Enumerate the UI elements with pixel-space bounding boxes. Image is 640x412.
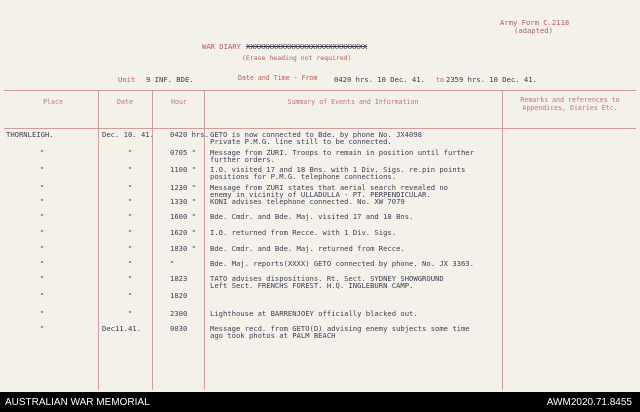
entry-hour: 0705 " bbox=[170, 148, 196, 157]
entry-hour: 1230 " bbox=[170, 183, 196, 192]
entry-date: Dec11.41. bbox=[102, 324, 141, 333]
entry-place: " bbox=[40, 324, 45, 333]
diary-title-subtitle: (Erase heading not required) bbox=[242, 54, 352, 62]
entry-summary-line: Private P.M.G. line still to be connected. bbox=[210, 137, 392, 146]
entry-summary-line: I.O. visited 17 and 18 Bns. with 1 Div. Sigs. re.pin points bbox=[210, 165, 466, 174]
entry-hour: 1330 " bbox=[170, 197, 196, 206]
diary-title-strike: XXXXXXXXXXXXXXXXXXXXXXXXXXXX bbox=[246, 42, 368, 51]
column-header-date: Date bbox=[117, 98, 133, 106]
entry-place: " bbox=[40, 197, 45, 206]
entry-summary-line: ago took photos at PALM BEACH bbox=[210, 331, 336, 340]
entry-summary-line: Lighthouse at BARRENJOEY officially blacked out. bbox=[210, 309, 418, 318]
entry-date: " bbox=[128, 244, 133, 253]
entry-place: THORNLEIGH. bbox=[6, 130, 54, 139]
entry-date: " bbox=[128, 259, 133, 268]
column-header-place: Place bbox=[43, 98, 63, 106]
entry-summary-line: further orders. bbox=[210, 155, 275, 164]
entry-hour: " bbox=[170, 259, 175, 268]
period-from: 0420 hrs. 10 Dec. 41. bbox=[334, 75, 425, 84]
entry-place: " bbox=[40, 274, 45, 283]
entry-summary-line: Bde. Cmdr. and Bde. Maj. visited 17 and 18 Bns. bbox=[210, 212, 414, 221]
entry-date: " bbox=[128, 291, 133, 300]
entry-summary-line: Left Sect. FRENCHS FOREST. H.Q. INGLEBURN CAMP. bbox=[210, 281, 414, 290]
entry-place: " bbox=[40, 259, 45, 268]
period-to-label: to bbox=[436, 76, 444, 84]
entry-hour: 1620 " bbox=[170, 228, 196, 237]
entry-summary-line: Message from ZURI. Troops to remain in position until further bbox=[210, 148, 474, 157]
footer-source: AUSTRALIAN WAR MEMORIAL bbox=[5, 397, 150, 408]
entry-date: " bbox=[128, 212, 133, 221]
entry-date: " bbox=[128, 183, 133, 192]
period-to: 2359 hrs. 10 Dec. 41. bbox=[446, 75, 537, 84]
column-divider-place bbox=[98, 90, 99, 390]
period-label: Date and Time - From bbox=[238, 74, 318, 82]
entry-hour: 2300 bbox=[170, 309, 188, 318]
entry-summary-line: TATO advises dispositions. Rt. Sect. SYDNEY SHOWGROUND bbox=[210, 274, 444, 283]
entry-place: " bbox=[40, 244, 45, 253]
column-header-hour: Hour bbox=[171, 98, 187, 106]
entry-summary-line: I.O. returned from Recce. with 1 Div. Sigs. bbox=[210, 228, 397, 237]
entry-place: " bbox=[40, 165, 45, 174]
footer-bar bbox=[0, 392, 640, 412]
entry-hour: 1100 " bbox=[170, 165, 196, 174]
entry-hour: 1600 " bbox=[170, 212, 196, 221]
entry-place: " bbox=[40, 291, 45, 300]
entry-date: " bbox=[128, 197, 133, 206]
unit-label: Unit bbox=[118, 75, 136, 84]
entry-summary-line: Bde. Cmdr. and Bde. Maj. returned from Recce. bbox=[210, 244, 405, 253]
entry-date: " bbox=[128, 274, 133, 283]
entry-hour: 0030 bbox=[170, 324, 188, 333]
entry-summary-line: Message from ZURI states that aerial search revealed no bbox=[210, 183, 448, 192]
entry-place: " bbox=[40, 212, 45, 221]
entry-place: " bbox=[40, 228, 45, 237]
column-header-summary: Summary of Events and Information bbox=[287, 98, 419, 106]
entry-date: " bbox=[128, 165, 133, 174]
entry-summary-line: KONI advises telephone connected. No. XW 7079 bbox=[210, 197, 405, 206]
entry-place: " bbox=[40, 309, 45, 318]
entry-summary-line: Bde. Maj. reports(XXXX) GETO connected by phone. No. JX 3363. bbox=[210, 259, 474, 268]
entry-date: " bbox=[128, 228, 133, 237]
entry-hour: 1820 bbox=[170, 291, 188, 300]
entry-date: Dec. 10. 41. bbox=[102, 130, 154, 139]
entry-place: " bbox=[40, 183, 45, 192]
diary-title-label: WAR DIARY bbox=[202, 42, 241, 51]
entry-date: " bbox=[128, 148, 133, 157]
entry-summary-line: GETO is now connected to Bde. by phone No. JX4098 bbox=[210, 130, 423, 139]
entry-summary-line: Message recd. from GETO(D) advising enemy subjects some time bbox=[210, 324, 470, 333]
column-divider-summary bbox=[502, 90, 503, 390]
footer-reference: AWM2020.71.8455 bbox=[546, 397, 632, 408]
entry-hour: 1830 " bbox=[170, 244, 196, 253]
army-form-number: Army Form C.2118 bbox=[500, 18, 570, 27]
column-header-remarks: Remarks and references to Appendices, Diaries Etc. bbox=[520, 96, 620, 112]
entry-summary-line: enemy in vicinity of ULLADULLA - PT. PERPENDICULAR. bbox=[210, 190, 431, 199]
entry-hour: 1823 bbox=[170, 274, 188, 283]
entry-place: " bbox=[40, 148, 45, 157]
entry-hour: 0420 hrs. bbox=[170, 130, 209, 139]
army-form-note: (adapted) bbox=[514, 26, 553, 35]
unit-value: 9 INF. BDE. bbox=[146, 75, 194, 84]
entry-summary-line: positions for P.M.G. telephone connections. bbox=[210, 172, 397, 181]
entry-date: " bbox=[128, 309, 133, 318]
